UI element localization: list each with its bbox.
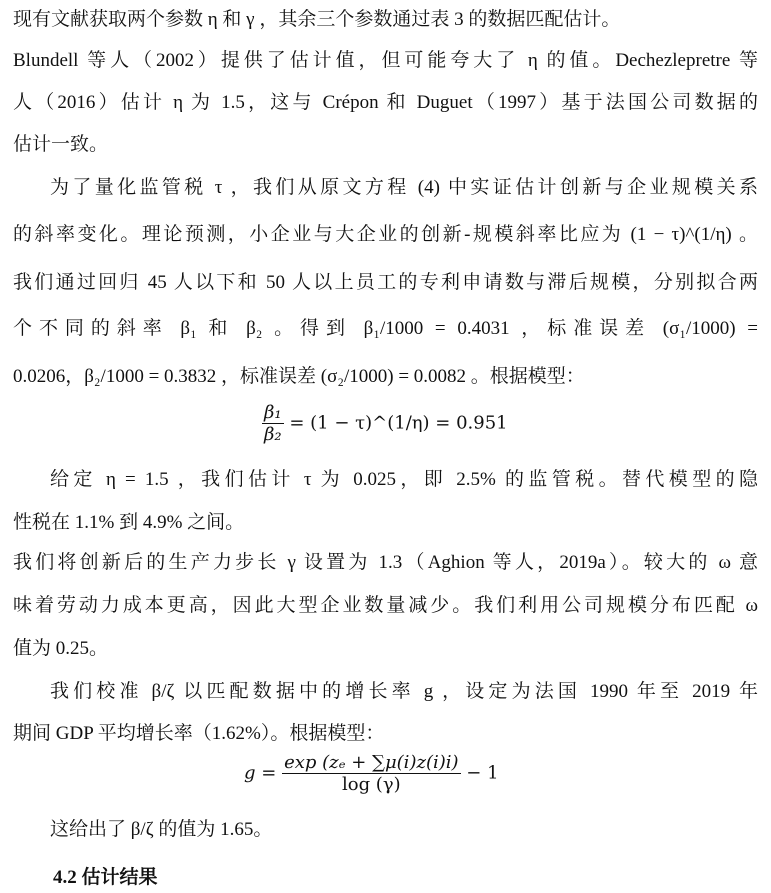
paragraph-line: 给定 η = 1.5 ，我们估计 τ 为 0.025，即 2.5% 的监管税。替代模型的隐	[50, 469, 758, 490]
paragraph-line: Blundell 等人（2002）提供了估计值，但可能夸大了 η 的值。Dechezlepretre 等	[13, 50, 758, 71]
paragraph-line: 我们通过回归 45 人以下和 50 人以上员工的专利申请数与滞后规模，分别拟合两	[13, 272, 758, 293]
equation-fraction	[282, 752, 460, 795]
paragraph-line: 我们将创新后的生产力步长 γ 设置为 1.3（Aghion 等人，2019a）。较大的 ω 意	[13, 552, 758, 573]
equation-tail: − 1	[466, 762, 499, 784]
paragraph-line: 的斜率变化。理论预测，小企业与大企业的创新-规模斜率比应为 (1 − τ)^(1/η) 。	[13, 224, 758, 245]
paragraph-line: 性税在 1.1% 到 4.9% 之间。	[13, 512, 245, 533]
equation-growth	[244, 752, 499, 795]
paragraph-line: 为了量化监管税 τ ，我们从原文方程 (4) 中实证估计创新与企业规模关系	[50, 177, 758, 198]
equation-denominator: log (γ)	[341, 774, 401, 795]
equation-numerator: β₁	[264, 402, 282, 423]
section-heading: 4.2 估计结果	[53, 867, 158, 888]
paragraph-line: 现有文献获取两个参数 η 和 γ ，其余三个参数通过表 3 的数据匹配估计。	[13, 9, 621, 30]
paragraph-line: 这给出了 β/ζ 的值为 1.65。	[50, 819, 273, 840]
paragraph-line: 味着劳动力成本更高，因此大型企业数量减少。我们利用公司规模分布匹配 ω	[13, 595, 758, 616]
paragraph-line: 估计一致。	[13, 134, 109, 155]
equation-numerator: exp (zₑ + ∑μ(i)z(i)i)	[284, 752, 459, 773]
equation-fraction	[262, 402, 284, 445]
equation-tau	[262, 402, 508, 445]
equation-lhs: g =	[244, 762, 277, 784]
paragraph-line: 我们校准 β/ζ 以匹配数据中的增长率 g ，设定为法国 1990 年至 2019 年	[50, 681, 758, 702]
paragraph-line: 值为 0.25。	[13, 638, 109, 659]
paragraph-line: 人（2016）估计 η 为 1.5，这与 Crépon 和 Duguet（1997）基于法国公司数据的	[13, 92, 758, 113]
equation-rhs: = (1 − τ)^(1/η) = 0.951	[289, 412, 508, 434]
equation-denominator: β₂	[264, 424, 282, 445]
paragraph-line: 个不同的斜率 β₁ 和 β₂ 。得到 β₁/1000 = 0.4031 ，标准误差 (σ₁/1000) =	[13, 318, 758, 339]
paragraph-line: 0.0206，β₂/1000 = 0.3832 ，标准误差 (σ₂/1000) = 0.0082 。根据模型：	[13, 366, 585, 387]
paragraph-line: 期间 GDP 平均增长率（1.62%）。根据模型：	[13, 723, 385, 744]
